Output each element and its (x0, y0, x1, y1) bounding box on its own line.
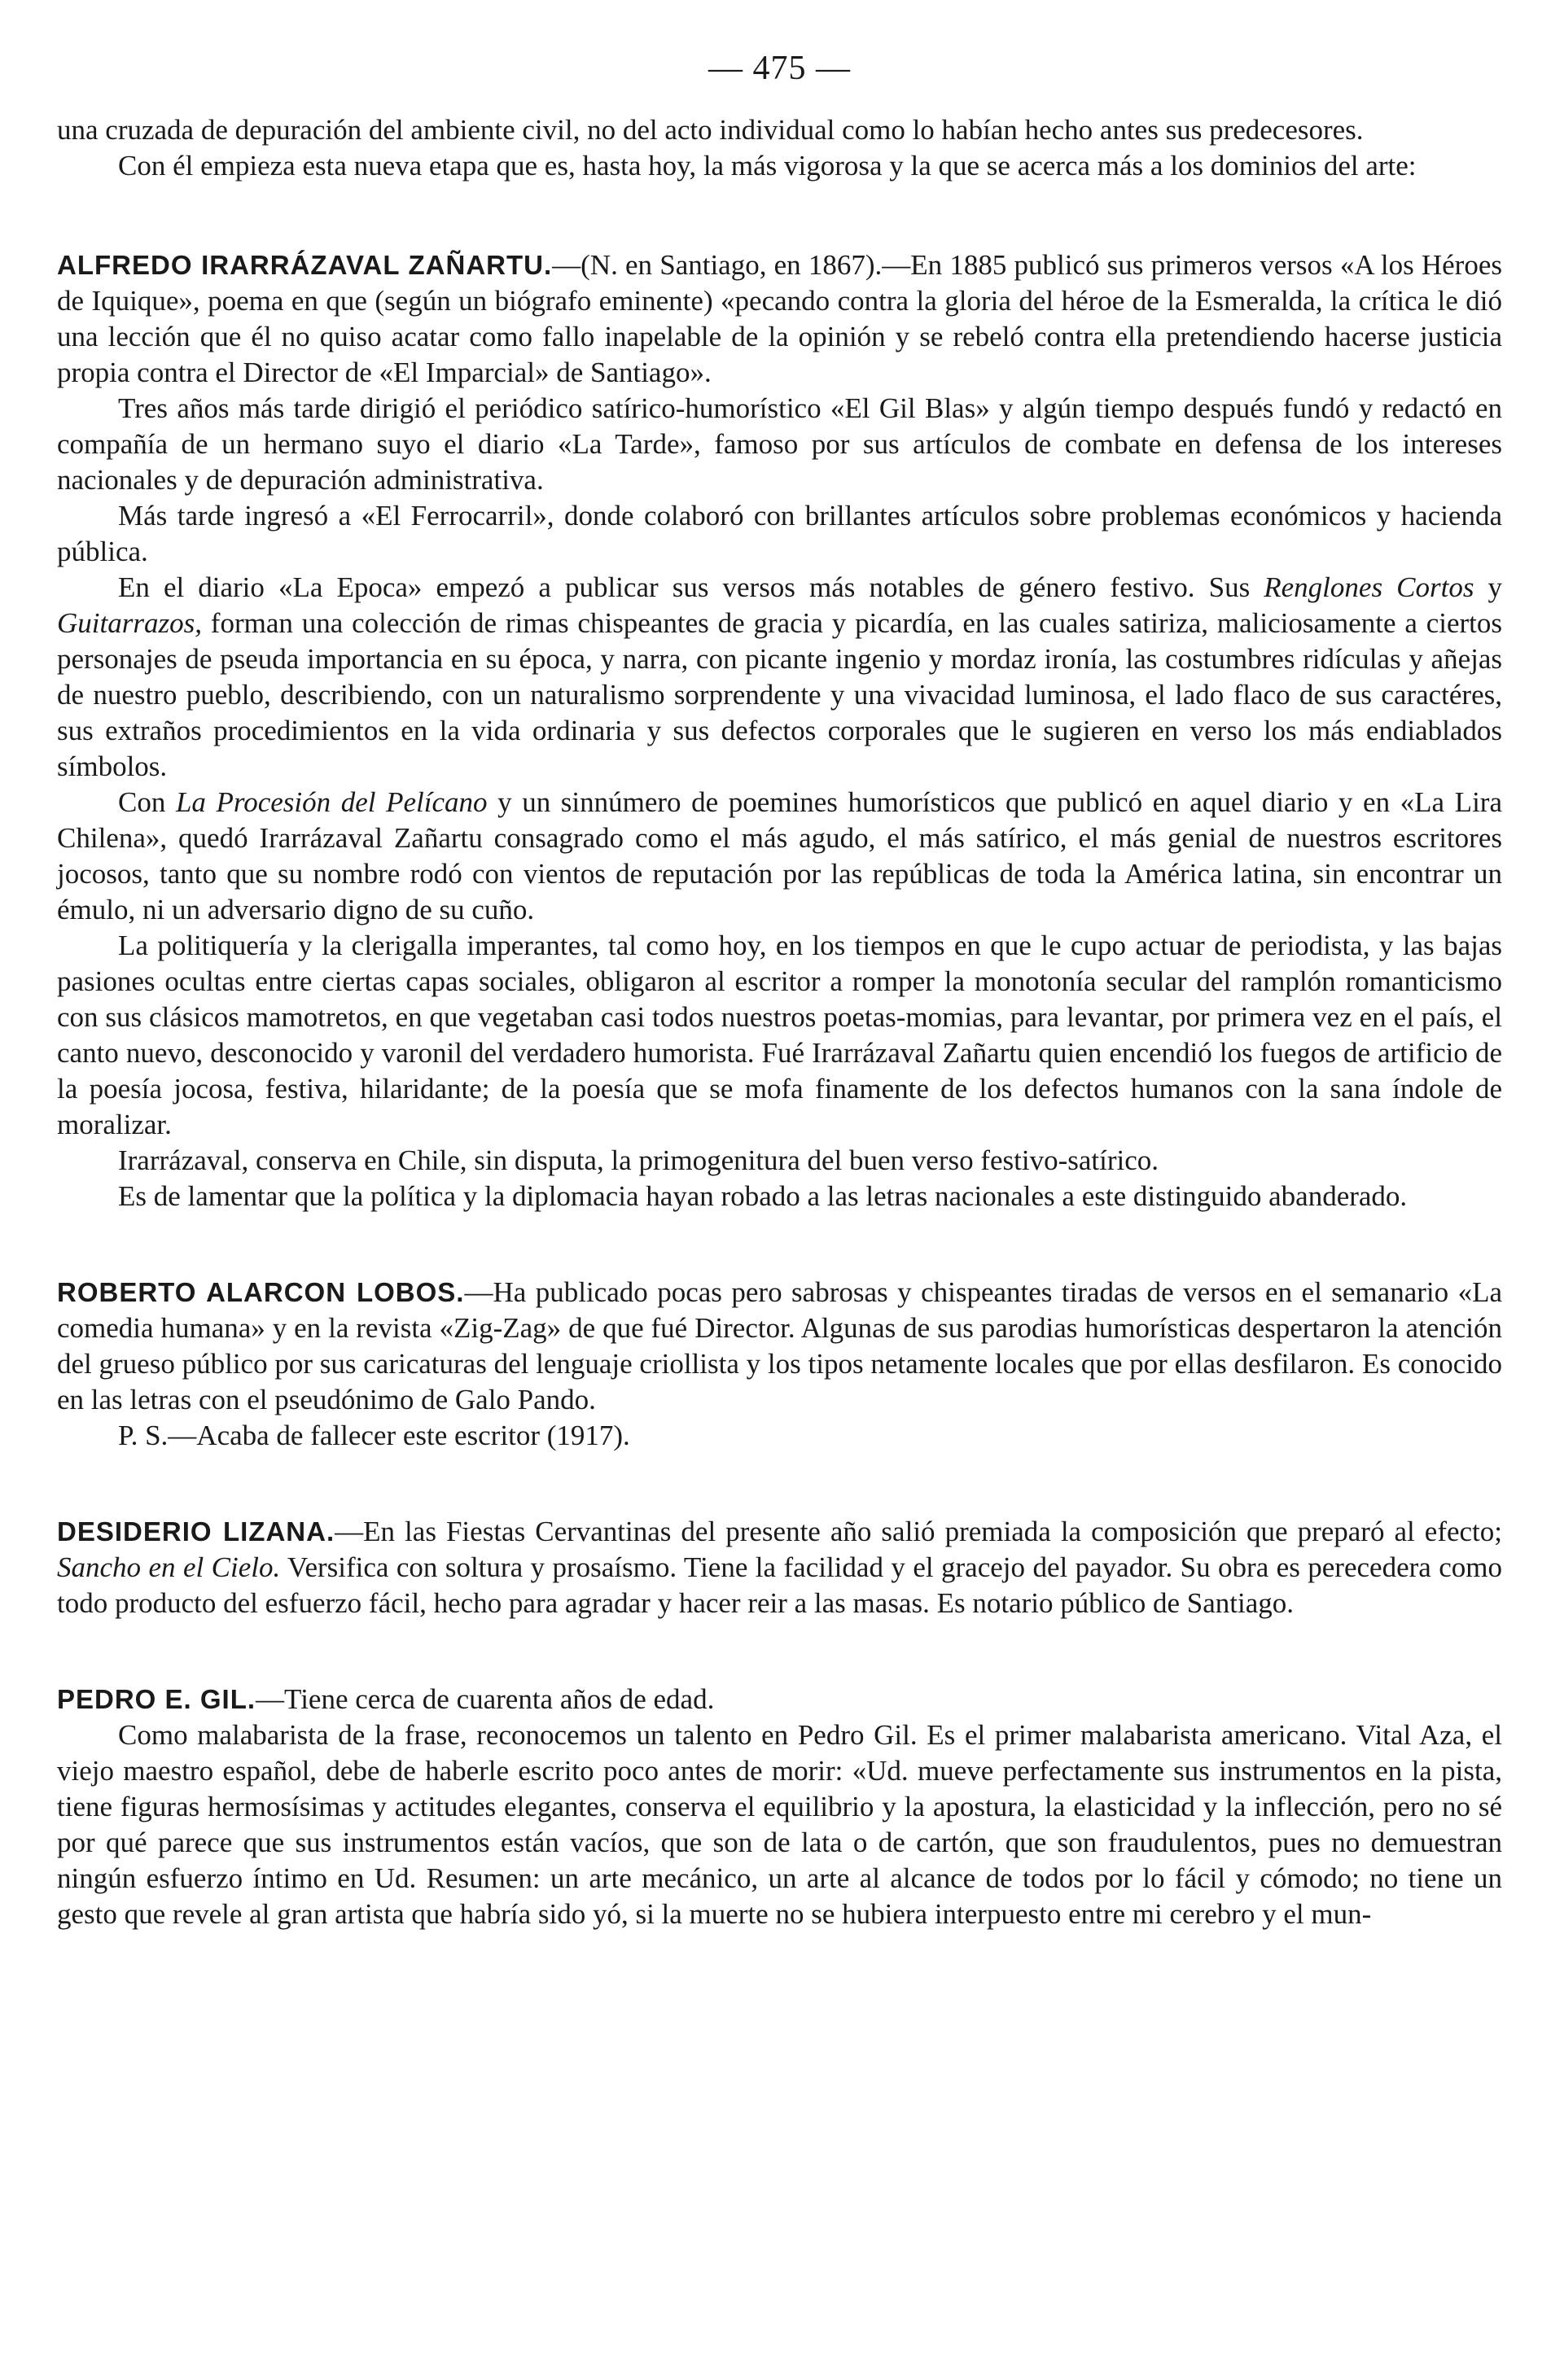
paragraph: Como malabarista de la frase, reconocemos un talento en Pedro Gil. Es el primer malabarista americano. Vital Aza, el viejo maestro español, debe de haberle escrito poco antes de morir: «Ud. mueve perfectamente sus instrumentos en la pista, tiene figuras hermosísimas y actitudes elegantes, conserva el equilibrio y la apostura, la elasticidad y la inflección, pero no sé por qué parece que sus instrumentos están vacíos, que son de lata o de cartón, que son fraudulentos, pues no demuestran ningún esfuerzo íntimo en Ud. Resumen: un arte mecánico, un arte al alcance de todos por lo fácil y cómodo; no tiene un gesto que revele al gran artista que habría sido yó, si la muerte no se hubiera interpuesto entre mi cerebro y el mun- (57, 1719, 1502, 1930)
work-title: Renglones Cortos (1264, 571, 1474, 603)
paragraph: PEDRO E. GIL.—Tiene cerca de cuarenta años de edad. (57, 1683, 715, 1715)
paragraph: P. S.—Acaba de fallecer este escritor (1917). (118, 1420, 630, 1451)
work-title: La Procesión del Pelícano (175, 786, 488, 818)
work-title: Sancho en el Cielo. (57, 1551, 281, 1583)
author-name: ALFREDO IRARRÁZAVAL ZAÑARTU. (57, 250, 553, 280)
author-name: ROBERTO ALARCON LOBOS. (57, 1277, 465, 1307)
page-number: — 475 — (708, 50, 851, 87)
paragraph: ROBERTO ALARCON LOBOS.—Ha publicado pocas pero sabrosas y chispeantes tiradas de versos en el semanario «La comedia humana» y en la revista «Zig-Zag» de que fué Director. Algunas de sus parodias humorísticas despertaron la atención del grueso público por sus caricaturas del lenguaje criollista y los tipos netamente locales que por ellas desfilaron. Es conocido en las letras con el pseudónimo de Galo Pando. (57, 1276, 1502, 1415)
work-title: Guitarrazos, (57, 607, 202, 639)
paragraph: En el diario «La Epoca» empezó a publicar sus versos más notables de género festivo. Sus Renglones Cortos y Guitarrazos, forman una colección de rimas chispeantes de gracia y picardía, en las cuales satiriza, maliciosamente a ciertos personajes de pseuda importancia en su época, y narra, con picante ingenio y mordaz ironía, las costumbres ridículas y añejas de nuestro pueblo, describiendo, con un naturalismo sorprendente y una vivacidad luminosa, el lado flaco de sus caractéres, sus extraños procedimientos en la vida ordinaria y sus defectos corporales que le sugieren en verso los más endiablados símbolos. (57, 571, 1503, 782)
paragraph: ALFREDO IRARRÁZAVAL ZAÑARTU.—(N. en Santiago, en 1867).—En 1885 publicó sus primeros versos «A los Héroes de Iquique», poema en que (según un biógrafo eminente) «pecando contra la gloria del héroe de la Esmeralda, la crítica le dió una lección que él no quiso acatar como fallo inapelable de la opinión y se rebeló contra ella pretendiendo hacerse justicia propia contra el Director de «El Imparcial» de Santiago». (57, 249, 1502, 388)
paragraph: Es de lamentar que la política y la diplomacia hayan robado a las letras nacionales a este distinguido abanderado. (118, 1180, 1408, 1212)
paragraph: Con La Procesión del Pelícano y un sinnúmero de poemines humorísticos que publicó en aquel diario y en «La Lira Chilena», quedó Irarrázaval Zañartu consagrado como el más agudo, el más satírico, el más genial de nuestros escritores jocosos, tanto que su nombre rodó con vientos de reputación por las repúblicas de toda la América latina, sin encontrar un émulo, ni un adversario digno de su cuño. (57, 786, 1502, 925)
entry-gil (57, 1682, 1502, 1932)
entry-lizana (57, 1514, 1502, 1621)
intro-section (57, 112, 1502, 184)
document-page (57, 49, 1502, 1932)
paragraph: Más tarde ingresó a «El Ferrocarril», donde colaboró con brillantes artículos sobre problemas económicos y hacienda pública. (57, 500, 1502, 567)
paragraph: DESIDERIO LIZANA.—En las Fiestas Cervantinas del presente año salió premiada la composición que preparó al efecto; Sancho en el Cielo. Versifica con soltura y prosaísmo. Tiene la facilidad y el gracejo del payador. Su obra es perecedera como todo producto del esfuerzo fácil, hecho para agradar y hacer reir a las masas. Es notario público de Santiago. (57, 1516, 1502, 1619)
paragraph: Tres años más tarde dirigió el periódico satírico-humorístico «El Gil Blas» y algún tiempo después fundó y redactó en compañía de un hermano suyo el diario «La Tarde», famoso por sus artículos de combate en defensa de los intereses nacionales y de depuración administrativa. (57, 392, 1502, 496)
paragraph: La politiquería y la clerigalla imperantes, tal como hoy, en los tiempos en que le cupo actuar de periodista, y las bajas pasiones ocultas entre ciertas capas sociales, obligaron al escritor a romper la monotonía secular del ramplón romanticismo con sus clásicos mamotretos, en que vegetaban casi todos nuestros poetas-momias, para levantar, por primera vez en el país, el canto nuevo, desconocido y varonil del verdadero humorista. Fué Irarrázaval Zañartu quien encendió los fuegos de artificio de la poesía jocosa, festiva, hilaridante; de la poesía que se mofa finamente de los defectos humanos con la sana índole de moralizar. (57, 930, 1502, 1140)
author-name: DESIDERIO LIZANA. (57, 1516, 335, 1547)
author-name: PEDRO E. GIL. (57, 1684, 256, 1714)
paragraph: Con él empieza esta nueva etapa que es, hasta hoy, la más vigorosa y la que se acerca más a los dominios del arte: (118, 150, 1417, 182)
entry-irarrazaval (57, 247, 1502, 1214)
entry-alarcon (57, 1275, 1502, 1454)
paragraph: una cruzada de depuración del ambiente civil, no del acto individual como lo habían hecho antes sus predecesores. (57, 114, 1364, 146)
paragraph: Irarrázaval, conserva en Chile, sin disputa, la primogenitura del buen verso festivo-satírico. (118, 1144, 1159, 1176)
